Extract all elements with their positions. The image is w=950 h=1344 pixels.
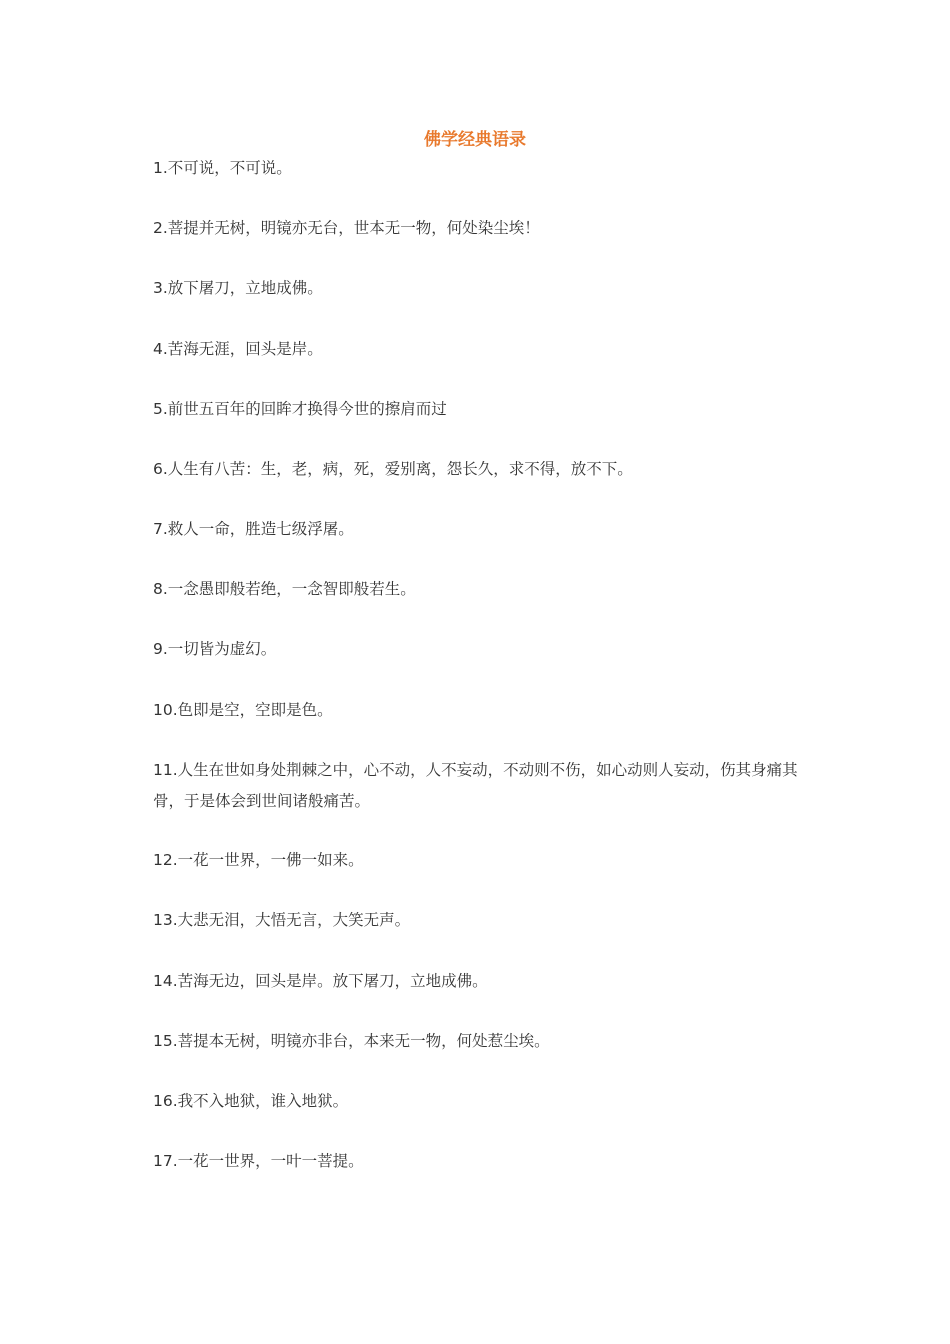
- page-title: 佛学经典语录: [424, 130, 526, 150]
- quote-item: 5.前世五百年的回眸才换得今世的擦肩而过: [153, 400, 447, 418]
- quote-item: 7.救人一命，胜造七级浮屠。: [153, 520, 354, 538]
- quote-item: 8.一念愚即般若绝，一念智即般若生。: [153, 580, 416, 598]
- quote-item: 10.色即是空，空即是色。: [153, 701, 333, 719]
- quote-item: 16.我不入地狱，谁入地狱。: [153, 1092, 349, 1110]
- quote-item: 13.大悲无泪，大悟无言，大笑无声。: [153, 911, 411, 929]
- quote-item: 6.人生有八苦：生，老，病，死，爱别离，怨长久，求不得，放不下。: [153, 460, 633, 478]
- quote-item: 17.一花一世界，一叶一菩提。: [153, 1152, 364, 1170]
- quote-item: 2.菩提并无树，明镜亦无台，世本无一物，何处染尘埃！: [153, 219, 540, 237]
- quote-item: 3.放下屠刀，立地成佛。: [153, 279, 323, 297]
- quote-item: 15.菩提本无树，明镜亦非台，本来无一物，何处惹尘埃。: [153, 1032, 550, 1050]
- quote-item: 14.苦海无边，回头是岸。放下屠刀，立地成佛。: [153, 972, 488, 990]
- quote-item: 12.一花一世界，一佛一如来。: [153, 851, 364, 869]
- quote-item: 4.苦海无涯，回头是岸。: [153, 340, 323, 358]
- quote-item: 11.人生在世如身处荆棘之中，心不动，人不妄动，不动则不伤，如心动则人妄动，伤其身痛其骨，于是体会到世间诸般痛苦。: [153, 761, 798, 810]
- quote-item: 9.一切皆为虚幻。: [153, 640, 277, 658]
- quote-item: 1.不可说，不可说。: [153, 159, 292, 177]
